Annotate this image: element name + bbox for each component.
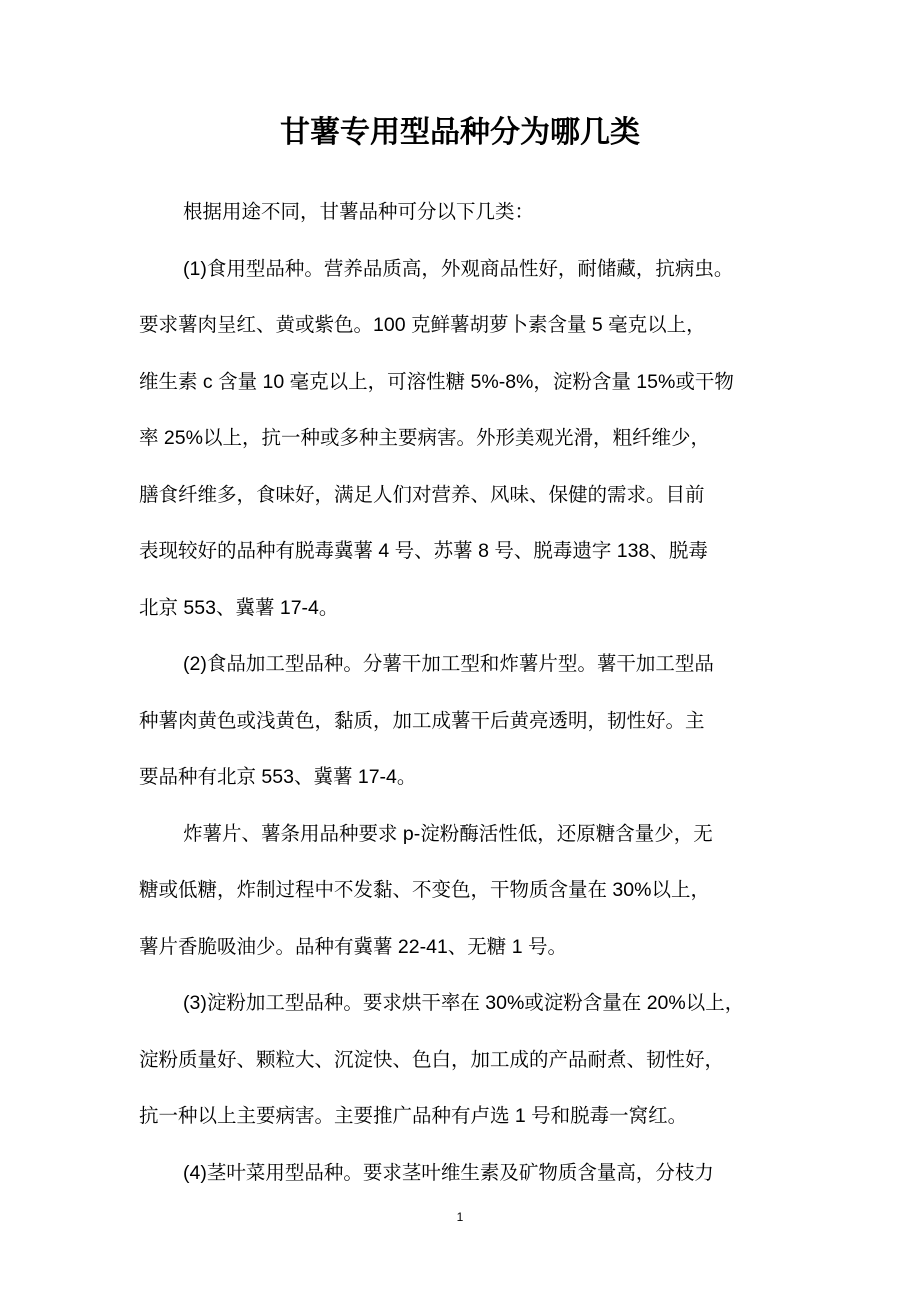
text-line: (1)食用型品种。营养品质高，外观商品性好，耐储藏，抗病虫。: [183, 257, 734, 280]
text-line: 维生素 c 含量 10 毫克以上，可溶性糖 5%-8%，淀粉含量 15%或干物: [139, 370, 734, 393]
text-line: 薯片香脆吸油少。品种有冀薯 22-41、无糖 1 号。: [139, 935, 567, 958]
text-line: 表现较好的品种有脱毒冀薯 4 号、苏薯 8 号、脱毒遗字 138、脱毒: [139, 540, 708, 562]
document-title: 甘薯专用型品种分为哪几类: [280, 116, 640, 149]
text-line: 炸薯片、薯条用品种要求 p-淀粉酶活性低，还原糖含量少，无: [183, 822, 713, 845]
text-line: 根据用途不同，甘薯品种可分以下几类：: [183, 201, 535, 223]
document-body: [139, 184, 789, 1201]
text-line: (4)茎叶菜用型品种。要求茎叶维生素及矿物质含量高，分枝力: [183, 1161, 714, 1184]
text-line: 要求薯肉呈红、黄或紫色。100 克鲜薯胡萝卜素含量 5 毫克以上，: [139, 314, 706, 336]
text-line: 膳食纤维多，食味好，满足人们对营养、风味、保健的需求。目前: [139, 483, 705, 506]
text-line: 种薯肉黄色或浅黄色，黏质，加工成薯干后黄亮透明，韧性好。主: [139, 709, 705, 732]
text-line: 北京 553、冀薯 17-4。: [139, 596, 339, 619]
text-line: 淀粉质量好、颗粒大、沉淀快、色白，加工成的产品耐煮、韧性好，: [139, 1048, 725, 1071]
text-line: 要品种有北京 553、冀薯 17-4。: [139, 766, 417, 788]
text-line: (3)淀粉加工型品种。要求烘干率在 30%或淀粉含量在 20%以上，: [183, 992, 745, 1014]
text-line: (2)食品加工型品种。分薯干加工型和炸薯片型。薯干加工型品: [183, 653, 714, 675]
text-line: 率 25%以上，抗一种或多种主要病害。外形美观光滑，粗纤维少，: [139, 427, 710, 449]
page-number: 1: [456, 1210, 464, 1224]
text-line: 抗一种以上主要病害。主要推广品种有卢选 1 号和脱毒一窝红。: [139, 1105, 688, 1127]
text-line: 糖或低糖，炸制过程中不发黏、不变色，干物质含量在 30%以上，: [139, 879, 710, 901]
